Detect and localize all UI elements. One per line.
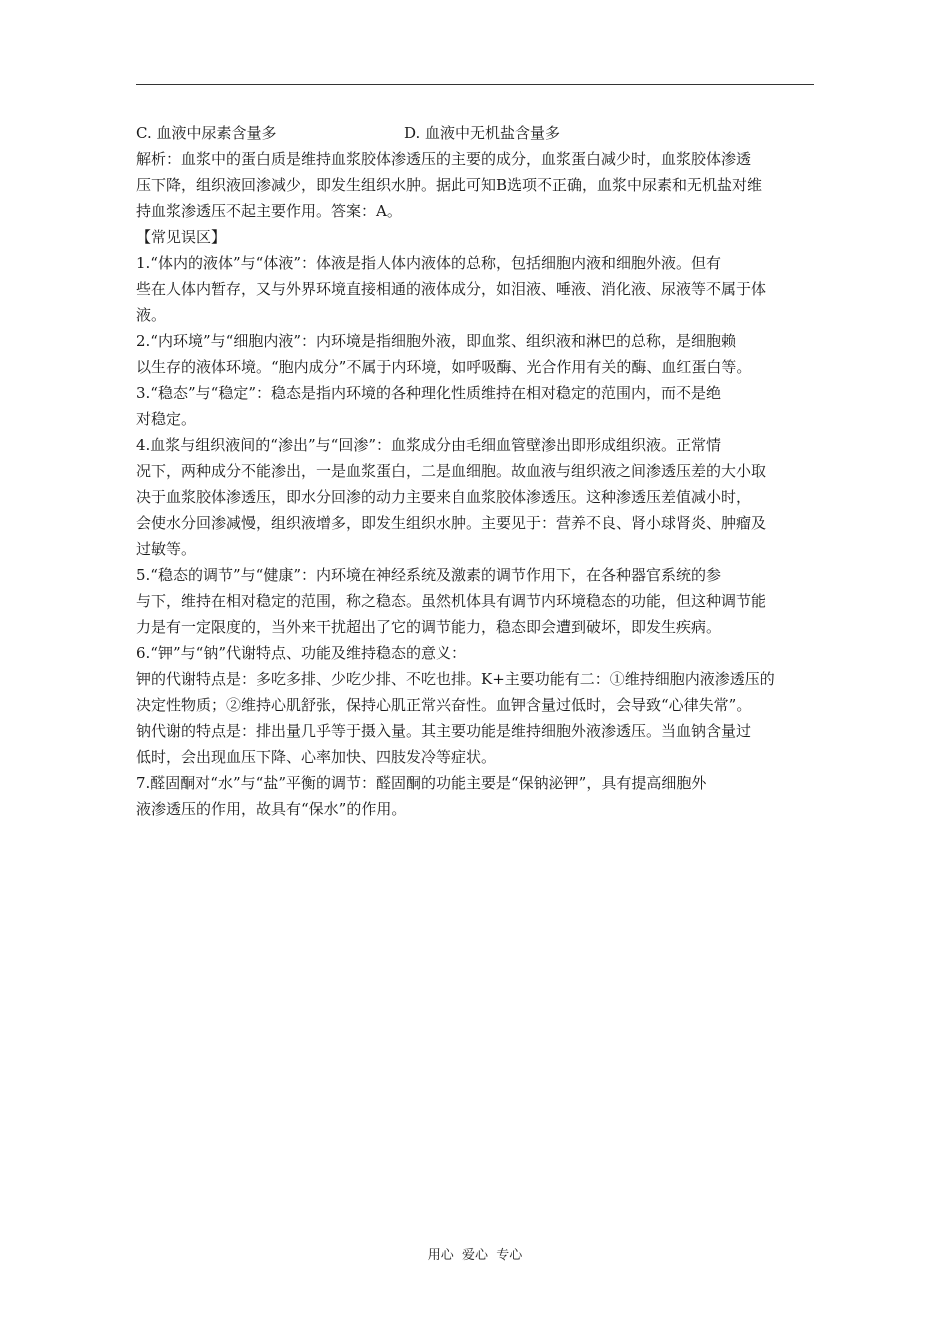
analysis-paragraph bbox=[136, 146, 816, 224]
point-line: 以生存的液体环境。“胞内成分”不属于内环境，如呼吸酶、光合作用有关的酶、血红蛋白等。 bbox=[136, 358, 752, 376]
point-line: 1.“体内的液体”与“体液”：体液是指人体内液体的总称，包括细胞内液和细胞外液。但有 bbox=[136, 254, 721, 272]
analysis-line: 压下降，组织液回渗减少，即发生组织水肿。据此可知B选项不正确，血浆中尿素和无机盐对维 bbox=[136, 176, 763, 194]
page-footer: 用心 爱心 专心 bbox=[427, 1248, 523, 1263]
point-line: 液。 bbox=[136, 306, 167, 324]
option-c: C. 血液中尿素含量多 bbox=[136, 124, 277, 142]
point-line: 7.醛固酮对“水”与“盐”平衡的调节：醛固酮的功能主要是“保钠泌钾”，具有提高细胞外 bbox=[136, 774, 707, 792]
point-line: 过敏等。 bbox=[136, 540, 197, 558]
point-line: 4.血浆与组织液间的“渗出”与“回渗”：血浆成分由毛细血管壁渗出即形成组织液。正常情 bbox=[136, 436, 721, 454]
point-5 bbox=[136, 562, 816, 640]
point-line: 决定性物质；②维持心肌舒张，保持心肌正常兴奋性。血钾含量过低时，会导致“心律失常”。 bbox=[136, 696, 752, 714]
point-3 bbox=[136, 380, 816, 432]
analysis-line: 解析：血浆中的蛋白质是维持血浆胶体渗透压的主要的成分，血浆蛋白减少时，血浆胶体渗透 bbox=[136, 150, 752, 168]
point-2 bbox=[136, 328, 816, 380]
point-line: 与下，维持在相对稳定的范围，称之稳态。虽然机体具有调节内环境稳态的功能，但这种调节能 bbox=[136, 592, 767, 610]
document-body bbox=[136, 120, 816, 822]
point-line: 3.“稳态”与“稳定”：稳态是指内环境的各种理化性质维持在相对稳定的范围内，而不是绝 bbox=[136, 384, 721, 402]
point-7 bbox=[136, 770, 816, 822]
point-6 bbox=[136, 640, 816, 770]
point-line: 会使水分回渗减慢，组织液增多，即发生组织水肿。主要见于：营养不良、肾小球肾炎、肿瘤及 bbox=[136, 514, 767, 532]
point-line: 钠代谢的特点是：排出量几乎等于摄入量。其主要功能是维持细胞外液渗透压。当血钠含量过 bbox=[136, 722, 752, 740]
point-line: 些在人体内暂存，又与外界环境直接相通的液体成分，如泪液、唾液、消化液、尿液等不属于体 bbox=[136, 280, 767, 298]
point-line: 2.“内环境”与“细胞内液”：内环境是指细胞外液，即血浆、组织液和淋巴的总称，是细胞赖 bbox=[136, 332, 736, 350]
point-1 bbox=[136, 250, 816, 328]
point-4 bbox=[136, 432, 816, 562]
option-d: D. 血液中无机盐含量多 bbox=[404, 124, 561, 142]
point-line: 低时，会出现血压下降、心率加快、四肢发冷等症状。 bbox=[136, 748, 497, 766]
point-line: 对稳定。 bbox=[136, 410, 197, 428]
point-line: 液渗透压的作用，故具有“保水”的作用。 bbox=[136, 800, 407, 818]
analysis-line: 持血浆渗透压不起主要作用。答案：A。 bbox=[136, 202, 402, 220]
point-line: 钾的代谢特点是：多吃多排、少吃少排、不吃也排。K+主要功能有二：①维持细胞内液渗透压的 bbox=[136, 670, 775, 688]
point-line: 况下，两种成分不能渗出，一是血浆蛋白，二是血细胞。故血液与组织液之间渗透压差的大小取 bbox=[136, 462, 767, 480]
point-line: 5.“稳态的调节”与“健康”：内环境在神经系统及激素的调节作用下，在各种器官系统的参 bbox=[136, 566, 721, 584]
point-line: 决于血浆胶体渗透压，即水分回渗的动力主要来自血浆胶体渗透压。这种渗透压差值减小时， bbox=[136, 488, 752, 506]
section-title: 【常见误区】 bbox=[136, 228, 227, 246]
point-line: 6.“钾”与“钠”代谢特点、功能及维持稳态的意义： bbox=[136, 644, 466, 662]
answer-options bbox=[136, 120, 816, 146]
header-rule bbox=[136, 84, 814, 85]
point-line: 力是有一定限度的，当外来干扰超出了它的调节能力，稳态即会遭到破坏，即发生疾病。 bbox=[136, 618, 722, 636]
